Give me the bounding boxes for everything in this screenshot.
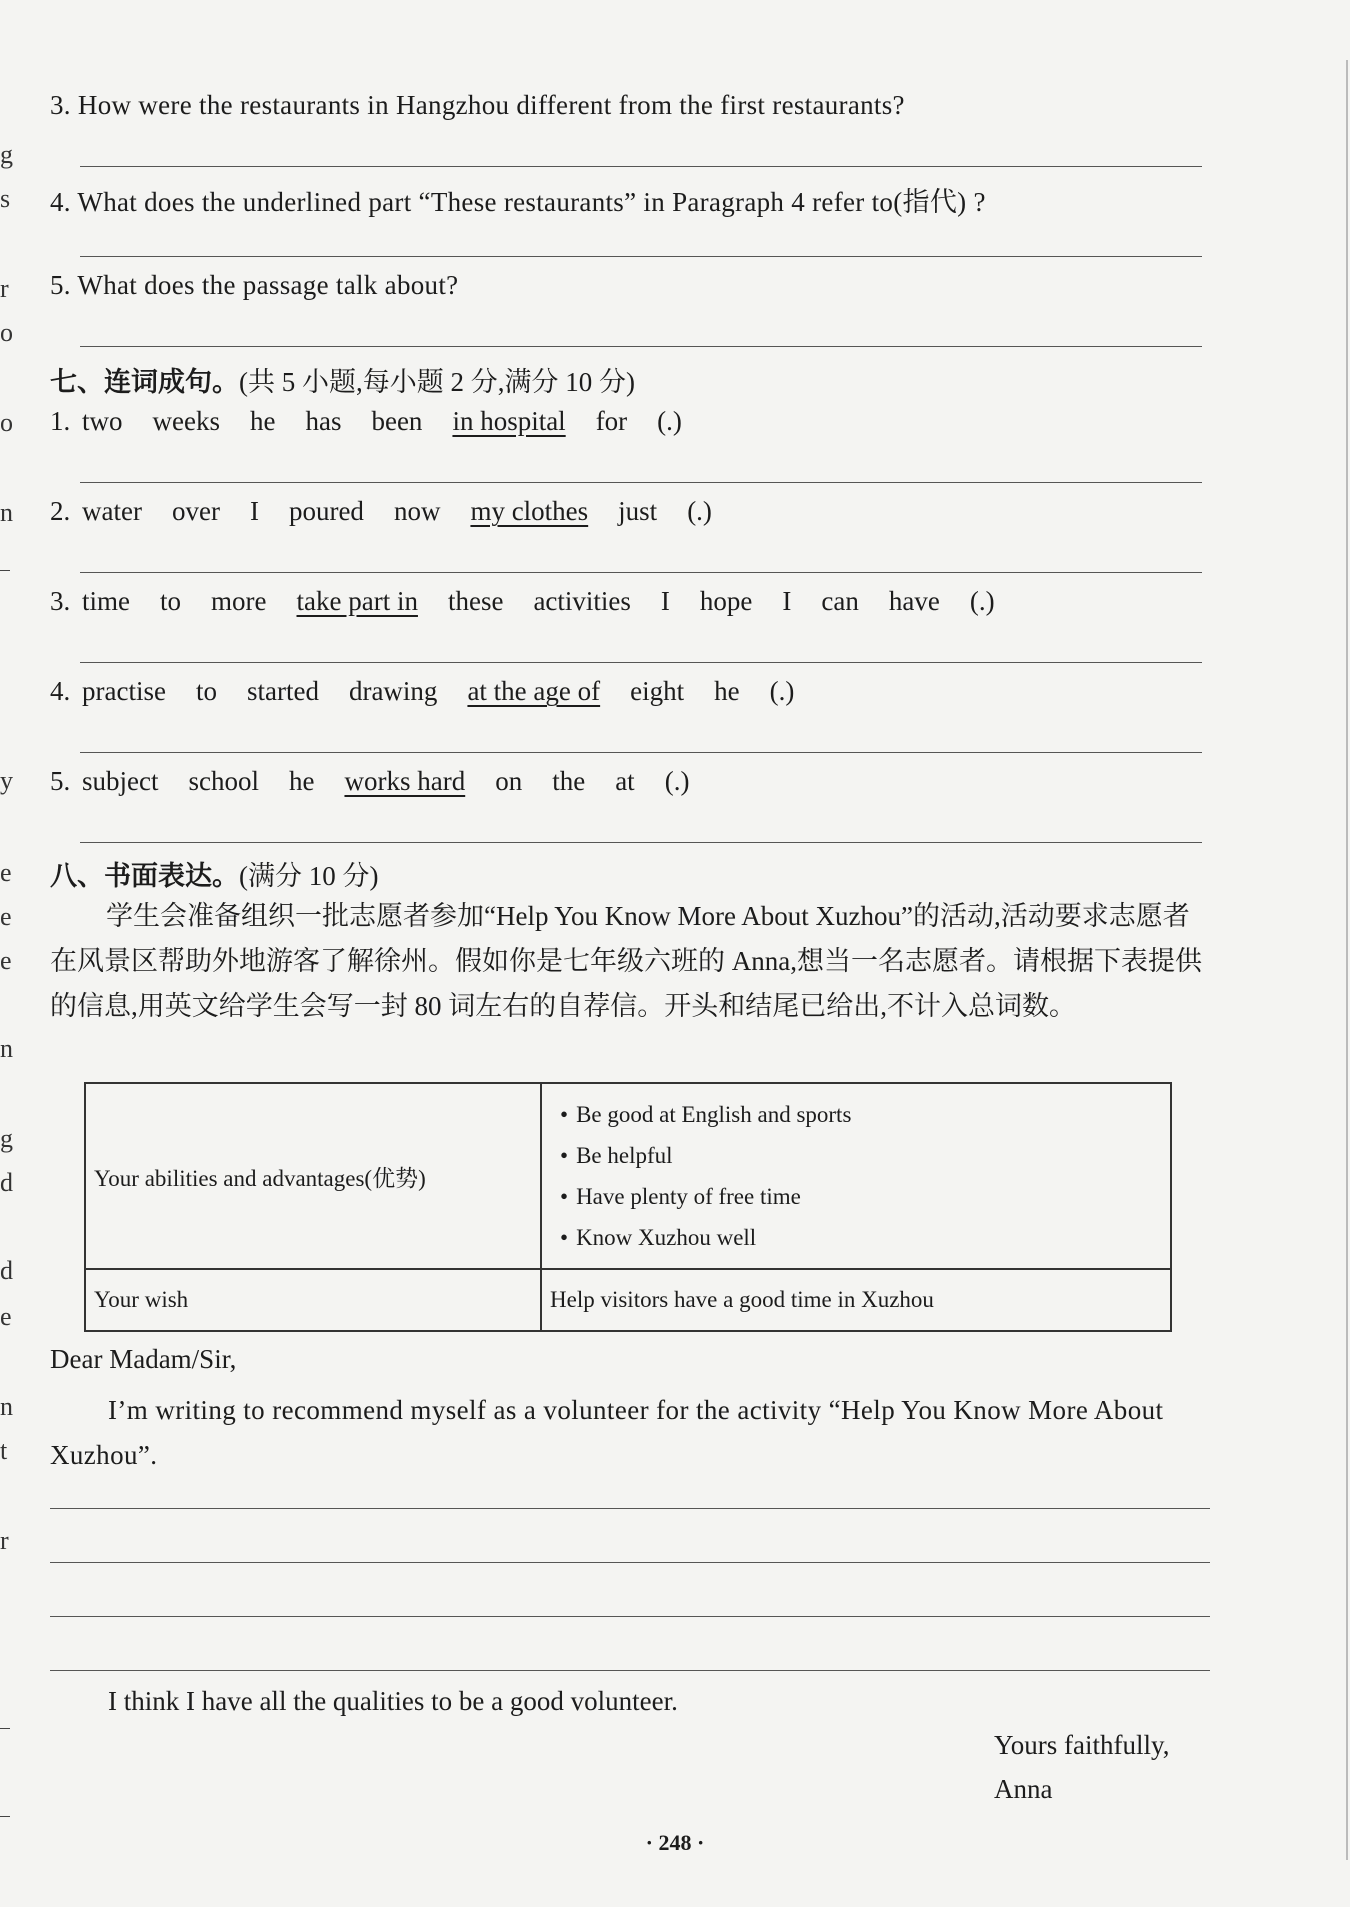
word-ordering-item — [50, 586, 1025, 617]
letter-signoff: Yours faithfully, — [994, 1730, 1170, 1760]
list-item: • Have plenty of free time — [560, 1176, 1162, 1217]
underlined-phrase: works hard — [344, 766, 466, 796]
margin-letter: d — [0, 1256, 13, 1285]
scrambled-word: over — [171, 496, 220, 526]
scrambled-word: these — [447, 586, 504, 616]
scrambled-word: water — [82, 496, 142, 526]
margin-letter: e — [0, 1302, 12, 1331]
word-ordering-item — [50, 766, 719, 797]
page-number: · 248 · — [645, 1830, 705, 1855]
margin-letter: n — [0, 1034, 13, 1063]
margin-letter: g — [0, 1124, 13, 1153]
writing-line[interactable] — [50, 1670, 1210, 1671]
scrambled-word: school — [188, 766, 259, 796]
list-item: • Be helpful — [560, 1135, 1162, 1176]
scrambled-word: can — [821, 586, 859, 616]
margin-letter: n — [0, 498, 13, 527]
scrambled-word: weeks — [152, 406, 220, 436]
margin-letter: o — [0, 318, 13, 347]
scrambled-word: I — [249, 496, 259, 526]
scrambled-word: I — [782, 586, 792, 616]
letter-closing-sentence: I think I have all the qualities to be a good volunteer. — [108, 1686, 678, 1716]
scrambled-word: for — [595, 406, 628, 436]
scrambled-word: has — [305, 406, 342, 436]
section-8-title — [50, 854, 378, 893]
table-row — [85, 1269, 1171, 1331]
word-ordering-item — [50, 496, 742, 527]
underlined-phrase: my clothes — [470, 496, 589, 526]
margin-dash — [0, 1816, 10, 1817]
writing-line[interactable] — [50, 1562, 1210, 1563]
scrambled-word: to — [195, 676, 217, 706]
margin-letter: t — [0, 1436, 8, 1465]
writing-instructions — [50, 894, 1210, 1029]
info-table — [84, 1082, 1172, 1332]
abilities-label: Your abilities and advantages(优势) — [85, 1083, 541, 1269]
margin-letter: r — [0, 1526, 9, 1555]
margin-letter: n — [0, 1392, 13, 1421]
scrambled-word: (.) — [769, 676, 795, 706]
underlined-phrase: at the age of — [467, 676, 601, 706]
wish-label: Your wish — [85, 1269, 541, 1331]
writing-line[interactable] — [50, 1508, 1210, 1509]
scrambled-word: have — [888, 586, 940, 616]
scrambled-word: time — [82, 586, 130, 616]
instructions-text: 学生会准备组织一批志愿者参加“Help You Know More About Xuzhou”的活动,活动要求志愿者在风景区帮助外地游客了解徐州。假如你是七年级六班的 Anna,想当一名志愿者。请根据下表提供的信息,用英文给学生会写一封 80 词左右的自荐信。开头和结尾已给出,不计入总词数。 — [50, 901, 1202, 1021]
scrambled-word: (.) — [664, 766, 690, 796]
scrambled-word: two — [82, 406, 123, 436]
scrambled-word: hope — [699, 586, 753, 616]
answer-line[interactable] — [80, 662, 1202, 663]
underlined-phrase: in hospital — [452, 406, 566, 436]
scrambled-word: just — [618, 496, 658, 526]
scrambled-word: he — [249, 406, 276, 436]
section-8-heading: 八、书面表达。 — [50, 861, 239, 891]
item-number: 4. — [50, 676, 71, 706]
scrambled-word: practise — [82, 676, 166, 706]
margin-dash — [0, 1728, 10, 1729]
scrambled-word: subject — [82, 766, 159, 796]
scrambled-word: he — [288, 766, 315, 796]
list-item: • Know Xuzhou well — [560, 1217, 1162, 1258]
item-number: 1. — [50, 406, 71, 436]
page-edge — [1346, 60, 1348, 1860]
scrambled-word: at — [615, 766, 635, 796]
scrambled-word: started — [246, 676, 319, 706]
scrambled-word: I — [660, 586, 670, 616]
question-3: 3. How were the restaurants in Hangzhou different from the first restaurants? — [50, 90, 905, 120]
section-7-note: (共 5 小题,每小题 2 分,满分 10 分) — [239, 367, 635, 397]
wish-value: Help visitors have a good time in Xuzhou — [541, 1269, 1171, 1331]
answer-line[interactable] — [80, 256, 1202, 257]
section-8-note: (满分 10 分) — [239, 861, 379, 891]
answer-line[interactable] — [80, 166, 1202, 167]
word-ordering-item — [50, 676, 824, 707]
abilities-list — [550, 1088, 1162, 1264]
scrambled-word: eight — [630, 676, 685, 706]
scrambled-word: now — [393, 496, 441, 526]
margin-letter: y — [0, 766, 13, 795]
item-number: 2. — [50, 496, 71, 526]
scrambled-word: been — [371, 406, 423, 436]
abilities-cell — [541, 1083, 1171, 1269]
letter-greeting: Dear Madam/Sir, — [50, 1344, 237, 1374]
scrambled-word: activities — [533, 586, 631, 616]
scrambled-word: drawing — [348, 676, 438, 706]
answer-line[interactable] — [80, 842, 1202, 843]
scrambled-word: to — [160, 586, 182, 616]
answer-line[interactable] — [80, 482, 1202, 483]
scrambled-word: poured — [288, 496, 364, 526]
margin-letter: g — [0, 140, 13, 169]
scrambled-word: (.) — [969, 586, 995, 616]
scrambled-word: he — [714, 676, 740, 706]
margin-letter: d — [0, 1168, 13, 1197]
scrambled-word: more — [211, 586, 267, 616]
section-7-title — [50, 360, 635, 399]
letter-signature: Anna — [994, 1774, 1053, 1804]
underlined-phrase: take part in — [296, 586, 418, 616]
answer-line[interactable] — [80, 752, 1202, 753]
margin-dash — [0, 570, 10, 571]
item-number: 3. — [50, 586, 71, 616]
letter-opening: I’m writing to recommend myself as a volunteer for the activity “Help You Know More About Xuzhou”. — [50, 1395, 1164, 1470]
margin-letter: o — [0, 408, 13, 437]
margin-letter: e — [0, 902, 12, 931]
list-item: • Be good at English and sports — [560, 1094, 1162, 1135]
scrambled-word: on — [495, 766, 523, 796]
answer-line[interactable] — [80, 572, 1202, 573]
margin-letter: e — [0, 858, 12, 887]
answer-line[interactable] — [80, 346, 1202, 347]
scrambled-word: the — [552, 766, 586, 796]
scrambled-word: (.) — [657, 406, 682, 436]
question-4: 4. What does the underlined part “These restaurants” in Paragraph 4 refer to(指代) ? — [50, 187, 986, 217]
section-7-heading: 七、连词成句。 — [50, 367, 239, 397]
table-row — [85, 1083, 1171, 1269]
scrambled-word: (.) — [687, 496, 712, 526]
margin-letter: s — [0, 184, 11, 213]
question-5: 5. What does the passage talk about? — [50, 270, 459, 300]
word-ordering-item — [50, 406, 712, 437]
margin-letter: r — [0, 274, 9, 303]
item-number: 5. — [50, 766, 71, 796]
writing-line[interactable] — [50, 1616, 1210, 1617]
margin-letter: e — [0, 946, 12, 975]
